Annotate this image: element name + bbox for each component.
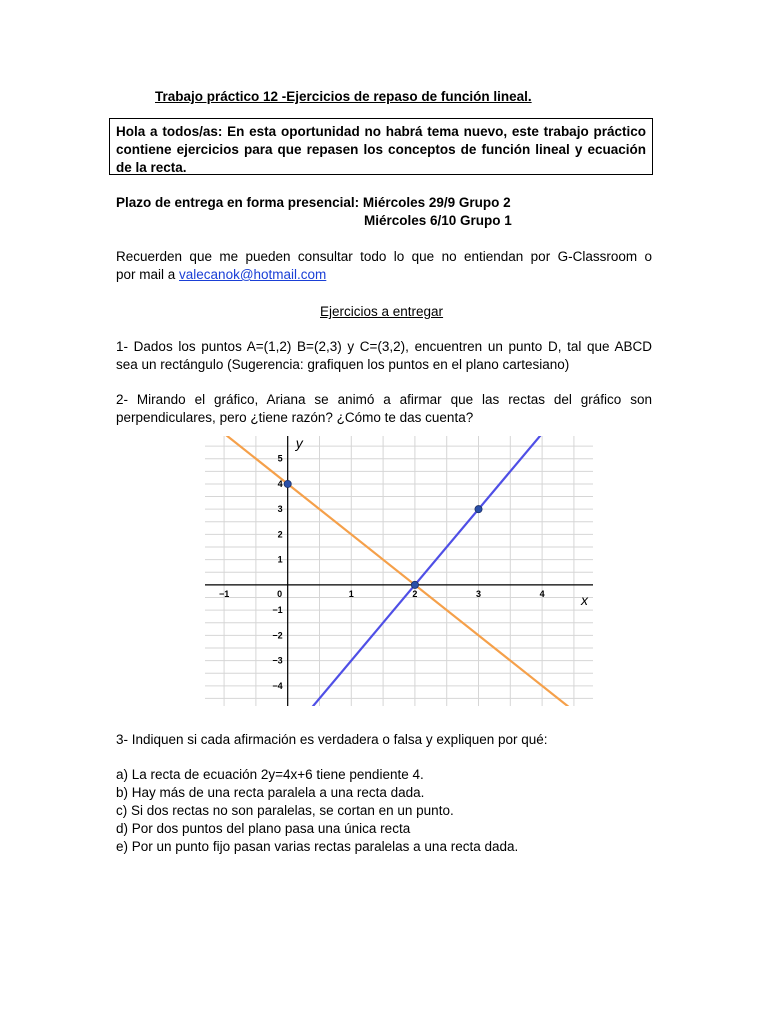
contact-prefix: por mail a (116, 267, 180, 282)
notice-box: Hola a todos/as: En esta oportunidad no habrá tema nuevo, este trabajo práctico contiene ejercicios para que repasen los conceptos de función lineal y ecuación de la recta. (109, 118, 653, 175)
contact-line-1: Recuerden que me pueden consultar todo lo que no entiendan por G-Classroom o (116, 249, 652, 264)
deadline-line-1: Plazo de entrega en forma presencial: Miércoles 29/9 Grupo 2 (116, 195, 511, 210)
x-tick-label: 3 (476, 588, 482, 599)
y-tick-label: 4 (277, 478, 283, 489)
statement-e: e) Por un punto fijo pasan varias rectas paralelas a una recta dada. (116, 839, 519, 854)
statement-d: d) Por dos puntos del plano pasa una única recta (116, 821, 411, 836)
x-tick-label: 1 (348, 588, 354, 599)
y-tick-label: 3 (277, 504, 283, 515)
section-heading: Ejercicios a entregar (320, 304, 444, 319)
contact-line-2 (116, 266, 326, 284)
data-point (284, 480, 291, 487)
x-tick-label: 4 (539, 588, 545, 599)
data-point (475, 506, 482, 513)
exercise-3-intro: 3- Indiquen si cada afirmación es verdadera o falsa y expliquen por qué: (116, 732, 548, 747)
statement-c: c) Si dos rectas no son paralelas, se cortan en un punto. (116, 803, 454, 818)
deadline-line-2: Miércoles 6/10 Grupo 1 (364, 213, 512, 228)
x-tick-label: −1 (218, 588, 230, 599)
y-tick-label: 5 (277, 453, 283, 464)
y-tick-label: −4 (272, 680, 283, 691)
x-tick-label: 0 (277, 588, 283, 599)
statement-a: a) La recta de ecuación 2y=4x+6 tiene pendiente 4. (116, 767, 424, 782)
y-axis-label: y (295, 436, 303, 451)
y-tick-label: −2 (272, 630, 283, 641)
statement-b: b) Hay más de una recta paralela a una recta dada. (116, 785, 425, 800)
x-tick-label: 2 (412, 588, 418, 599)
y-tick-label: −3 (272, 655, 283, 666)
y-tick-label: 2 (277, 529, 283, 540)
x-axis-label: x (581, 591, 588, 608)
page-title: Trabajo práctico 12 -Ejercicios de repaso de función lineal. (155, 89, 532, 104)
exercise-2-line-1: 2- Mirando el gráfico, Ariana se animó a afirmar que las rectas del gráfico son (116, 392, 652, 407)
series-line (205, 436, 593, 706)
chart-lines (205, 436, 593, 706)
exercise-1-line-2: sea un rectángulo (Sugerencia: grafiquen los puntos en el plano cartesiano) (116, 357, 570, 372)
exercise-2-line-2: perpendiculares, pero ¿tiene razón? ¿Cómo te das cuenta? (116, 410, 474, 425)
exercise-1-line-1: 1- Dados los puntos A=(1,2) B=(2,3) y C=(3,2), encuentren un punto D, tal que ABCD (116, 339, 652, 354)
email-link[interactable]: valecanok@hotmail.com (179, 267, 327, 282)
data-point (411, 581, 418, 588)
y-tick-label: −1 (272, 605, 283, 616)
cartesian-chart (205, 436, 593, 706)
y-tick-label: 1 (277, 554, 283, 565)
